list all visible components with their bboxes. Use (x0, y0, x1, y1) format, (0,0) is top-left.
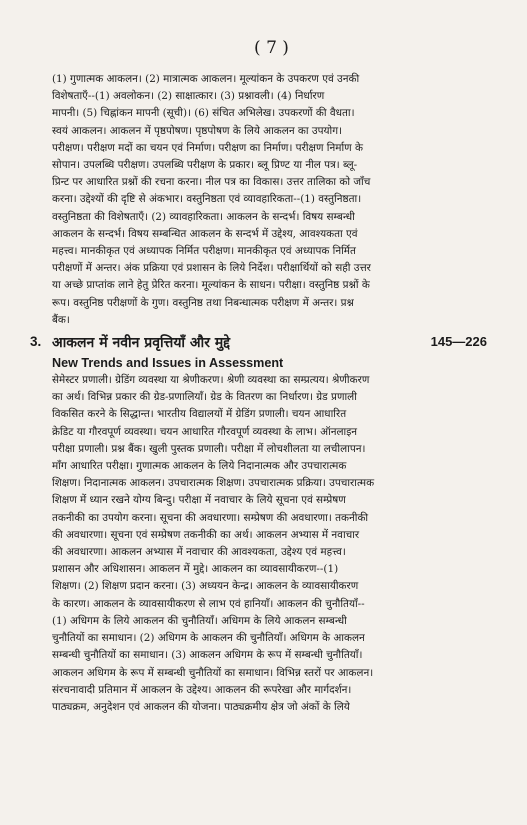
text-line: प्रशासन और अधिशासन। आकलन में मुद्दे। आकलन का व्यावसायीकरण--(1) (52, 563, 339, 576)
text-line: परीक्षणों में अन्तर। अंक प्रक्रिया एवं प्रशासन के लिये निर्देश। परीक्षार्थियों को सही उत्तर (52, 262, 371, 275)
text-line: चुनौतियों का समाधान। (2) अधिगम के आकलन की चुनौतियाँ। अधिगम के आकलन (52, 632, 365, 645)
text-line: शिक्षण। निदानात्मक आकलन। उपचारात्मक शिक्षण। उपचारात्मक प्रक्रिया। उपचारात्मक (52, 477, 375, 490)
text-line: आकलन के सन्दर्भ। विषय सम्बन्धित आकलन के सन्दर्भ में उद्देश्य, आवश्यकता एवं (52, 227, 358, 240)
text-line: का अर्थ। विभिन्न प्रकार की ग्रेड-प्रणालियाँ। ग्रेड के वितरण का निर्धारण। ग्रेड प्रणाली (52, 391, 357, 404)
text-line: प्रिन्ट पर आधारित प्रश्नों की रचना करना। नील पत्र का विकास। उत्तर तालिका को जाँच (52, 176, 371, 189)
text-line: परीक्षण। परीक्षण मदों का चयन एवं निर्माण। परीक्षण का निर्माण। परीक्षण निर्माण के (52, 141, 363, 154)
page-number: ( 7 ) (254, 38, 289, 58)
text-line: विशेषताएँ--(1) अवलोकन। (2) साक्षात्कार। (3) प्रश्नावली। (4) निर्धारण (52, 90, 325, 103)
text-line: विकसित करने के सिद्धान्त। भारतीय विद्यालयों में ग्रेडिंग प्रणाली। चयन आधारित (52, 408, 347, 421)
text-line: बैंक। (52, 313, 70, 326)
text-line: मापनी। (5) चिह्नांकन मापनी (सूची)। (6) संचित अभिलेख। उपकरणों की वैधता। (52, 107, 355, 120)
text-line: आकलन अधिगम के रूप में सम्बन्धी चुनौतियों का समाधान। विभिन्न स्तरों पर आकलन। (52, 666, 374, 679)
text-line: सोपान। उपलब्धि परीक्षण। उपलब्धि परीक्षण के प्रकार। ब्लू प्रिण्ट या नील पत्र। ब्लू- (52, 159, 358, 172)
text-line: (1) अधिगम के लिये आकलन की चुनौतियाँ। अधिगम के लिये आकलन सम्बन्धी (52, 614, 347, 627)
text-line: की अवधारणा। सूचना एवं सम्प्रेषण तकनीकी का अर्थ। आकलन अभ्यास में नवाचार (52, 528, 360, 541)
section-heading (30, 333, 491, 355)
text-line: तकनीकी का उपयोग करना। सूचना की अवधारणा। सम्प्रेषण की अवधारणा। तकनीकी (52, 511, 369, 524)
text-line: के कारण। आकलन के व्यावसायीकरण से लाभ एवं हानियाँ। आकलन की चुनौतियाँ-- (52, 597, 365, 610)
text-line: सेमेस्टर प्रणाली। ग्रेडिंग व्यवस्था या श्रेणीकरण। श्रेणी व्यवस्था का सम्प्रत्यय। श्रेणीकरण (52, 374, 370, 387)
section-title-hindi: आकलन में नवीन प्रवृत्तियाँ और मुद्दे (52, 335, 231, 352)
text-line: महत्त्व। मानकीकृत एवं अध्यापक निर्मित परीक्षण। मानकीकृत एवं अध्यापक निर्मित (52, 245, 356, 258)
text-line: या अच्छे प्राप्तांक लाने हेतु प्रेरित करना। मूल्यांकन के साधन। परीक्षा। वस्तुनिष्ठ प्रश्नों के (52, 279, 370, 292)
text-line: वस्तुनिष्ठता की विशेषताएँ। (2) व्यावहारिकता। आकलन के सन्दर्भ। विषय सम्बन्धी (52, 210, 355, 223)
text-line: क्रेडिट या गौरवपूर्ण व्यवस्था। चयन आधारित गौरवपूर्ण व्यवस्था के लाभ। ऑनलाइन (52, 425, 358, 438)
text-line: (1) गुणात्मक आकलन। (2) मात्रात्मक आकलन। मूल्यांकन के उपकरण एवं उनकी (52, 73, 360, 85)
text-line: संरचनावादी प्रतिमान में आकलन के उद्देश्य। आकलन की रूपरेखा और मार्गदर्शन। (52, 683, 352, 696)
section-number: 3. (30, 334, 42, 350)
text-line: शिक्षण। (2) शिक्षण प्रदान करना। (3) अध्ययन केन्द्र। आकलन के व्यावसायीकरण (52, 580, 359, 593)
text-line: परीक्षा प्रणाली। प्रश्न बैंक। खुली पुस्तक प्रणाली। परीक्षा में लोचशीलता या लचीलापन। (52, 442, 366, 455)
section-paragraph (52, 372, 491, 716)
section-page-range: 145—226 (430, 334, 487, 350)
section-title-english: New Trends and Issues in Assessment (52, 356, 284, 371)
text-line: स्वयं आकलन। आकलन में पृष्ठपोषण। पृष्ठपोषण के लिये आकलन का उपयोग। (52, 124, 342, 137)
intro-paragraph (52, 71, 491, 329)
text-line: शिक्षण में ध्यान रखने योग्य बिन्दु। परीक्षा में नवाचार के लिये सूचना एवं सम्प्रेषण (52, 494, 346, 507)
text-line: सम्बन्धी चुनौतियों का समाधान। (3) आकलन अधिगम के रूप में सम्बन्धी चुनौतियाँ। (52, 649, 363, 662)
text-line: पाठ्यक्रम, अनुदेशन एवं आकलन की योजना। पाठ्यक्रमीय क्षेत्र जो अंकों के लिये (52, 700, 350, 713)
text-line: करना। उद्देश्यों की दृष्टि से अंकभार। वस्तुनिष्ठता एवं व्यावहारिकता--(1) वस्तुनिष्ठता। (52, 193, 362, 206)
text-line: रूप। वस्तुनिष्ठ परीक्षणों के गुण। वस्तुनिष्ठ तथा निबन्धात्मक परीक्षण में अन्तर। प्रश्न (52, 296, 354, 309)
text-line: माँग आधारित परीक्षा। गुणात्मक आकलन के लिये निदानात्मक और उपचारात्मक (52, 460, 347, 473)
text-line: की अवधारणा। आकलन अभ्यास में नवाचार की आवश्यकता, उद्देश्य एवं महत्त्व। (52, 546, 346, 559)
